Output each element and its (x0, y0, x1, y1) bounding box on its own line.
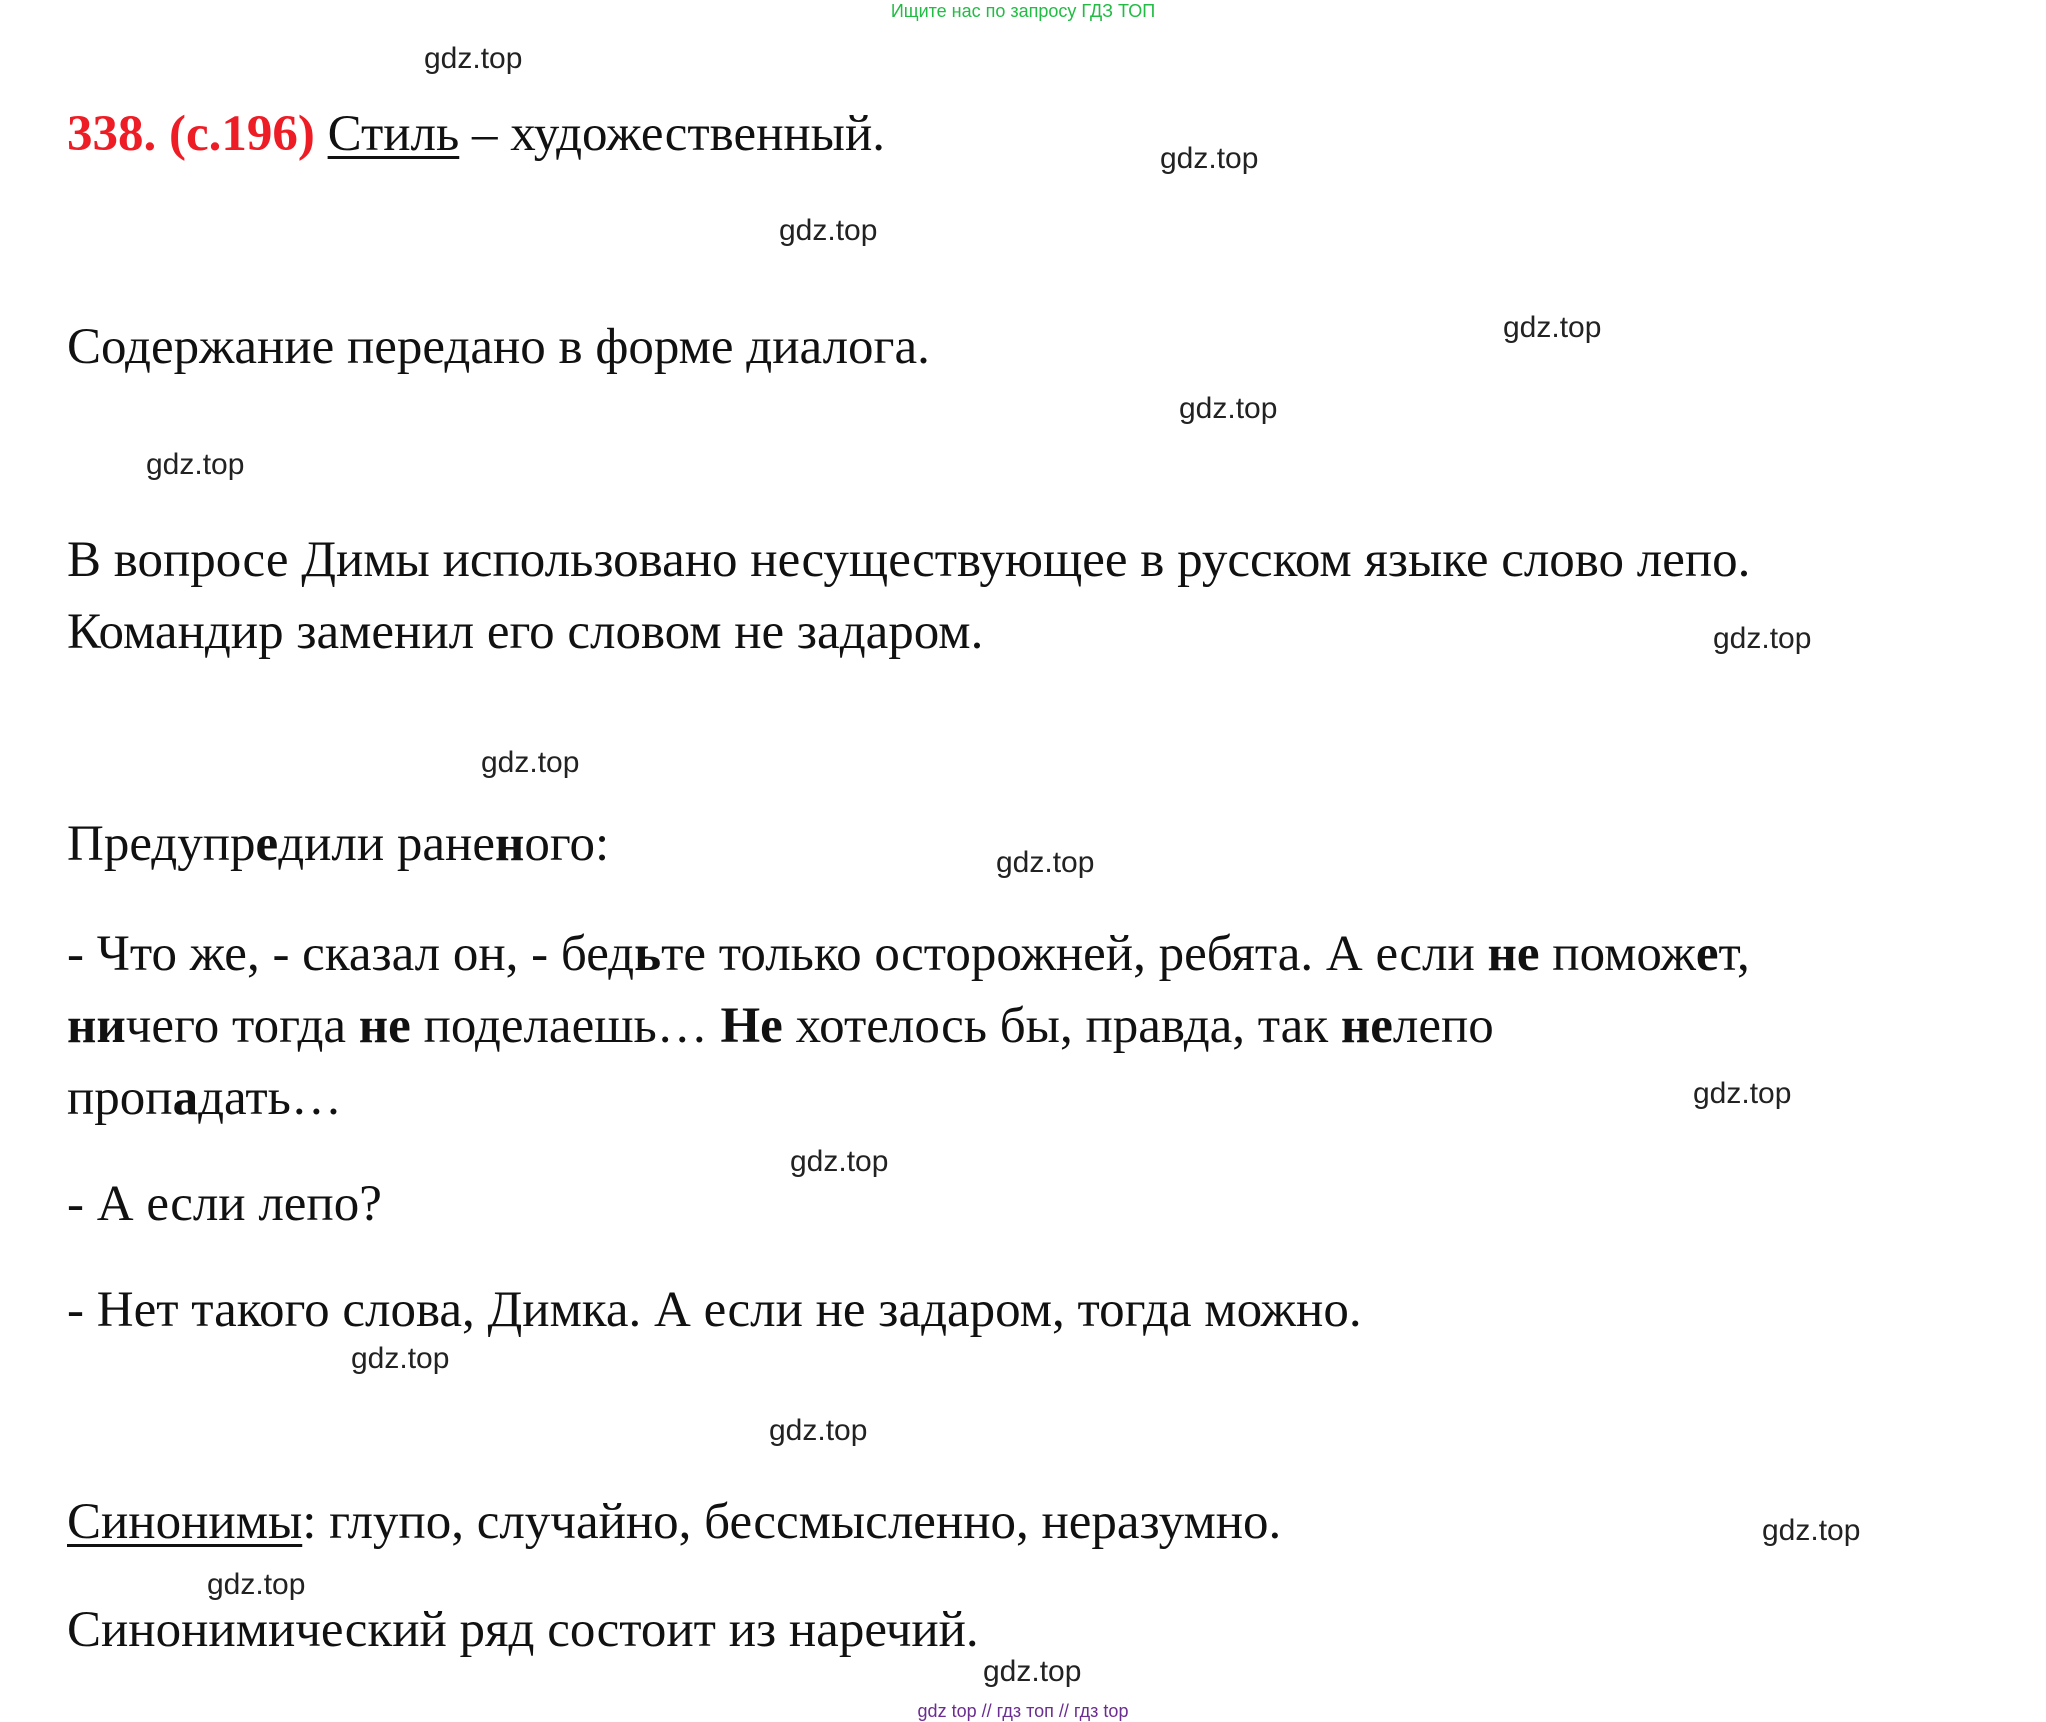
dictation-line-2: - Что же, - сказал он, - бедьте только осторожней, ребята. А если не поможет, (67, 926, 1750, 982)
watermark: gdz.top (1179, 392, 1278, 425)
style-label: Стиль (327, 106, 460, 162)
question-line-2: Командир заменил его словом не задаром. (67, 604, 984, 660)
watermark: gdz.top (146, 448, 245, 481)
watermark: gdz.top (351, 1342, 450, 1375)
style-value: – художественный. (459, 106, 885, 162)
watermark: gdz.top (769, 1414, 868, 1447)
watermark: gdz.top (983, 1655, 1082, 1688)
dictation-line-1: Предупредили раненого: (67, 816, 610, 872)
task-number: 338. (с.196) (67, 106, 315, 162)
synonyms-line (67, 1486, 1281, 1558)
synonyms-label: Синонимы (67, 1494, 303, 1550)
synonyms-list: : глупо, случайно, бессмысленно, неразумно. (302, 1494, 1282, 1550)
watermark: gdz.top (1693, 1077, 1792, 1110)
watermark: gdz.top (481, 746, 580, 779)
watermark: gdz.top (996, 846, 1095, 879)
watermark: gdz.top (790, 1145, 889, 1178)
watermark: gdz.top (1762, 1514, 1861, 1547)
watermark: gdz.top (1160, 142, 1259, 175)
synonym-row-line: Синонимический ряд состоит из наречий. (67, 1602, 979, 1658)
dictation-line-5: - А если лепо? (67, 1176, 382, 1232)
promo-link[interactable]: Ищите нас по запросу ГДЗ ТОП (890, 1, 1156, 21)
watermark: gdz.top (1503, 311, 1602, 344)
dictation-line-3: ничего тогда не поделаешь… Не хотелось бы, правда, так нелепо (67, 998, 1494, 1054)
task-heading (67, 98, 885, 170)
watermark: gdz.top (424, 42, 523, 75)
dictation-line-4: пропадать… (67, 1070, 342, 1126)
dictation-line-6: - Нет такого слова, Димка. А если не задаром, тогда можно. (67, 1282, 1362, 1338)
content-line: Содержание передано в форме диалога. (67, 319, 930, 375)
watermark: gdz.top (779, 214, 878, 247)
watermark: gdz.top (207, 1568, 306, 1601)
question-line-1: В вопросе Димы использовано несуществующее в русском языке слово лепо. (67, 532, 1751, 588)
footer-links[interactable]: gdz top // гдз топ // гдз top (917, 1701, 1129, 1721)
watermark: gdz.top (1713, 622, 1812, 655)
